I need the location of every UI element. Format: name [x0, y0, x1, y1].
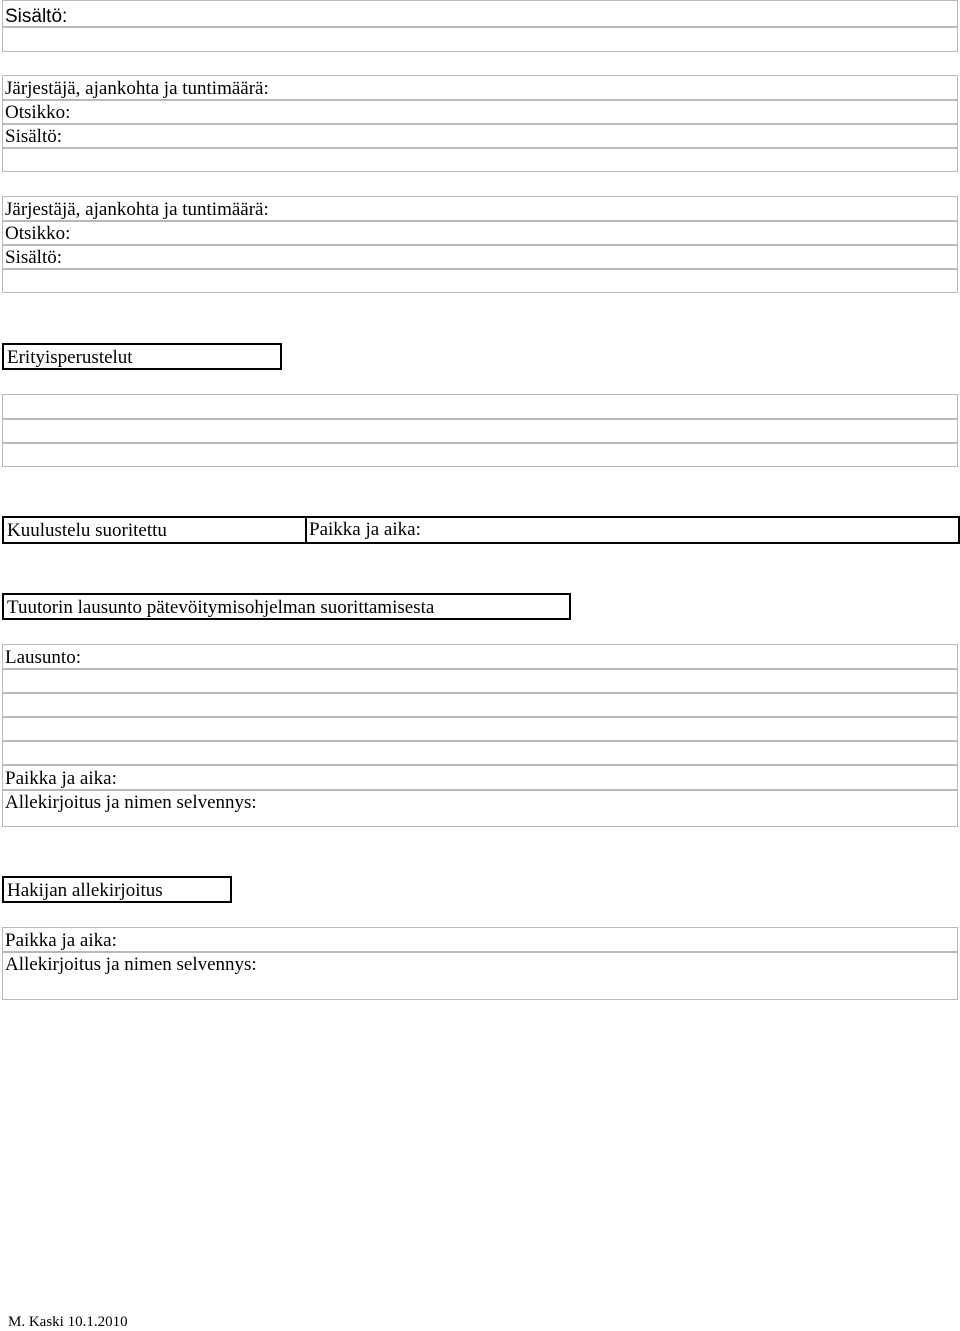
tutor-statement-field-4[interactable]: [2, 741, 958, 765]
applicant-signature-heading: Hakijan allekirjoitus: [7, 880, 163, 901]
applicant-signature-label: Allekirjoitus ja nimen selvennys:: [5, 954, 257, 975]
training1-content-field[interactable]: [2, 148, 958, 172]
applicant-place-time-row[interactable]: [2, 927, 958, 952]
tutor-statement-field-1[interactable]: [2, 669, 958, 693]
special-grounds-field-1[interactable]: [2, 394, 958, 419]
training1-title-label: Otsikko:: [5, 102, 71, 123]
special-grounds-field-2[interactable]: [2, 419, 958, 443]
training2-content-label: Sisältö:: [5, 247, 63, 268]
interview-divider: [305, 516, 307, 544]
tutor-statement-field-3[interactable]: [2, 717, 958, 741]
training2-content-field[interactable]: [2, 269, 958, 293]
tutor-statement-heading-box: [2, 593, 571, 620]
tutor-statement-label: Lausunto:: [5, 647, 81, 668]
training2-title-row[interactable]: [2, 221, 958, 245]
training1-organizer-label: Järjestäjä, ajankohta ja tuntimäärä:: [5, 78, 269, 99]
top-content-label: Sisältö:: [5, 6, 68, 27]
training1-content-label: Sisältö:: [5, 126, 63, 147]
interview-row: [2, 516, 960, 544]
tutor-place-time-row[interactable]: [2, 765, 958, 790]
top-content-row[interactable]: [2, 0, 958, 27]
training2-organizer-label: Järjestäjä, ajankohta ja tuntimäärä:: [5, 199, 269, 220]
training2-title-label: Otsikko:: [5, 223, 71, 244]
training1-content-row[interactable]: [2, 124, 958, 148]
top-content-field[interactable]: [2, 27, 958, 52]
special-grounds-field-3[interactable]: [2, 443, 958, 467]
tutor-signature-label: Allekirjoitus ja nimen selvennys:: [5, 792, 257, 813]
applicant-signature-heading-box: [2, 876, 232, 903]
special-grounds-heading-box: [2, 343, 282, 370]
interview-completed-label: Kuulustelu suoritettu: [7, 520, 167, 541]
applicant-place-time-label: Paikka ja aika:: [5, 930, 117, 951]
training1-title-row[interactable]: [2, 100, 958, 124]
footer-text: M. Kaski 10.1.2010: [8, 1314, 128, 1330]
interview-place-time-label: Paikka ja aika:: [309, 519, 421, 540]
tutor-statement-row[interactable]: [2, 644, 958, 669]
tutor-place-time-label: Paikka ja aika:: [5, 768, 117, 789]
training2-content-row[interactable]: [2, 245, 958, 269]
tutor-statement-heading: Tuutorin lausunto pätevöitymisohjelman suorittamisesta: [7, 597, 435, 618]
special-grounds-heading: Erityisperustelut: [7, 347, 133, 368]
tutor-statement-field-2[interactable]: [2, 693, 958, 717]
